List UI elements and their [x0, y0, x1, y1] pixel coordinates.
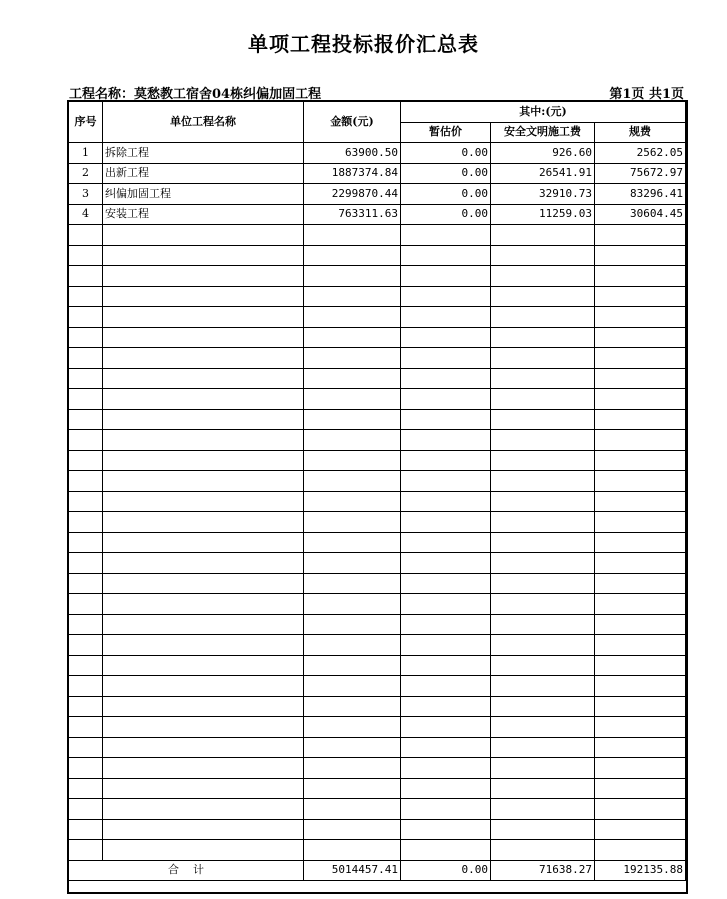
- cell-fees: [595, 635, 686, 656]
- table-row: [69, 512, 686, 533]
- cell-name: 纠偏加固工程: [103, 184, 304, 205]
- cell-fees: [595, 471, 686, 492]
- total-amount: 5014457.41: [304, 860, 401, 881]
- cell-seq: [69, 450, 103, 471]
- table-row: [69, 778, 686, 799]
- cell-safety: [491, 450, 595, 471]
- table-row: [69, 163, 686, 184]
- cell-seq: [69, 327, 103, 348]
- cell-name: 拆除工程: [103, 143, 304, 164]
- cell-amount: [304, 430, 401, 451]
- cell-fees: [595, 266, 686, 287]
- table-row: [69, 430, 686, 451]
- cell-safety: 32910.73: [491, 184, 595, 205]
- cell-provisional: [401, 676, 491, 697]
- cell-fees: [595, 778, 686, 799]
- cell-safety: [491, 389, 595, 410]
- cell-name: [103, 758, 304, 779]
- cell-fees: [595, 307, 686, 328]
- cell-provisional: [401, 348, 491, 369]
- cell-fees: [595, 532, 686, 553]
- cell-name: [103, 245, 304, 266]
- cell-name: [103, 573, 304, 594]
- cell-provisional: [401, 819, 491, 840]
- cell-name: [103, 307, 304, 328]
- cell-amount: [304, 307, 401, 328]
- cell-provisional: [401, 614, 491, 635]
- table-row: [69, 307, 686, 328]
- cell-seq: [69, 266, 103, 287]
- cell-safety: [491, 594, 595, 615]
- cell-amount: [304, 573, 401, 594]
- header-fees: 规费: [595, 122, 686, 143]
- cell-amount: 2299870.44: [304, 184, 401, 205]
- cell-amount: [304, 717, 401, 738]
- cell-safety: [491, 635, 595, 656]
- cell-safety: [491, 758, 595, 779]
- cell-fees: [595, 655, 686, 676]
- cell-safety: [491, 799, 595, 820]
- cell-provisional: [401, 266, 491, 287]
- cell-name: [103, 840, 304, 861]
- cell-seq: [69, 286, 103, 307]
- cell-provisional: [401, 594, 491, 615]
- cell-name: [103, 389, 304, 410]
- cell-name: [103, 778, 304, 799]
- table-row: [69, 553, 686, 574]
- table-row: [69, 389, 686, 410]
- cell-fees: [595, 348, 686, 369]
- cell-fees: 75672.97: [595, 163, 686, 184]
- cell-amount: [304, 471, 401, 492]
- cell-amount: [304, 512, 401, 533]
- page-info: 第1页 共1页: [609, 87, 684, 102]
- cell-amount: [304, 655, 401, 676]
- cell-safety: [491, 532, 595, 553]
- cell-seq: [69, 430, 103, 451]
- cell-seq: 2: [69, 163, 103, 184]
- cell-provisional: [401, 389, 491, 410]
- cell-provisional: [401, 799, 491, 820]
- table-row: [69, 840, 686, 861]
- cell-provisional: 0.00: [401, 143, 491, 164]
- header-of-which: 其中:(元): [401, 102, 686, 123]
- header-safety: 安全文明施工费: [491, 122, 595, 143]
- cell-fees: [595, 430, 686, 451]
- cell-provisional: [401, 327, 491, 348]
- cell-seq: [69, 573, 103, 594]
- table-row: [69, 614, 686, 635]
- cell-fees: 30604.45: [595, 204, 686, 225]
- cell-safety: 926.60: [491, 143, 595, 164]
- cell-seq: [69, 389, 103, 410]
- cell-safety: [491, 655, 595, 676]
- cell-seq: [69, 614, 103, 635]
- total-row: [69, 860, 686, 881]
- cell-amount: 63900.50: [304, 143, 401, 164]
- header-seq: 序号: [69, 102, 103, 143]
- cell-provisional: 0.00: [401, 184, 491, 205]
- cell-name: 出新工程: [103, 163, 304, 184]
- cell-name: [103, 635, 304, 656]
- table-row: [69, 327, 686, 348]
- header-provisional: 暂估价: [401, 122, 491, 143]
- cell-safety: [491, 717, 595, 738]
- table-row: [69, 286, 686, 307]
- cell-amount: [304, 266, 401, 287]
- cell-name: [103, 799, 304, 820]
- summary-table: [68, 101, 686, 881]
- table-row: [69, 491, 686, 512]
- cell-amount: [304, 491, 401, 512]
- cell-seq: [69, 491, 103, 512]
- cell-name: [103, 286, 304, 307]
- cell-provisional: [401, 512, 491, 533]
- cell-provisional: [401, 778, 491, 799]
- table-row: [69, 143, 686, 164]
- cell-seq: [69, 758, 103, 779]
- cell-name: [103, 594, 304, 615]
- cell-fees: [595, 225, 686, 246]
- cell-safety: [491, 819, 595, 840]
- cell-fees: [595, 368, 686, 389]
- cell-fees: [595, 553, 686, 574]
- cell-amount: [304, 635, 401, 656]
- cell-amount: [304, 286, 401, 307]
- table-row: [69, 635, 686, 656]
- cell-fees: 83296.41: [595, 184, 686, 205]
- cell-name: [103, 430, 304, 451]
- cell-fees: [595, 389, 686, 410]
- cell-seq: [69, 245, 103, 266]
- cell-safety: [491, 471, 595, 492]
- cell-safety: [491, 778, 595, 799]
- cell-seq: [69, 635, 103, 656]
- cell-amount: [304, 532, 401, 553]
- cell-amount: [304, 676, 401, 697]
- total-safety: 71638.27: [491, 860, 595, 881]
- cell-name: [103, 471, 304, 492]
- project-name: 工程名称：莫愁教工宿舍04栋纠偏加固工程: [69, 87, 322, 102]
- cell-safety: [491, 573, 595, 594]
- cell-fees: [595, 819, 686, 840]
- cell-amount: [304, 758, 401, 779]
- cell-provisional: [401, 635, 491, 656]
- cell-safety: [491, 307, 595, 328]
- cell-safety: 11259.03: [491, 204, 595, 225]
- cell-amount: [304, 409, 401, 430]
- cell-name: [103, 368, 304, 389]
- cell-safety: [491, 266, 595, 287]
- cell-provisional: [401, 245, 491, 266]
- cell-seq: 3: [69, 184, 103, 205]
- cell-provisional: [401, 840, 491, 861]
- cell-provisional: [401, 758, 491, 779]
- cell-amount: [304, 553, 401, 574]
- cell-fees: [595, 676, 686, 697]
- cell-amount: [304, 778, 401, 799]
- cell-safety: [491, 840, 595, 861]
- cell-seq: [69, 676, 103, 697]
- cell-safety: [491, 348, 595, 369]
- table-row: [69, 225, 686, 246]
- table-row: [69, 717, 686, 738]
- cell-fees: [595, 717, 686, 738]
- table-row: [69, 450, 686, 471]
- header-name: 单位工程名称: [103, 102, 304, 143]
- total-label: 合 计: [69, 860, 304, 881]
- table-row: [69, 204, 686, 225]
- cell-name: [103, 450, 304, 471]
- cell-seq: [69, 553, 103, 574]
- cell-safety: [491, 409, 595, 430]
- cell-name: [103, 491, 304, 512]
- cell-name: [103, 655, 304, 676]
- cell-amount: 763311.63: [304, 204, 401, 225]
- cell-seq: [69, 348, 103, 369]
- cell-provisional: [401, 737, 491, 758]
- cell-provisional: [401, 471, 491, 492]
- cell-seq: [69, 840, 103, 861]
- cell-amount: [304, 819, 401, 840]
- table-row: [69, 737, 686, 758]
- table-row: [69, 819, 686, 840]
- cell-amount: [304, 840, 401, 861]
- cell-provisional: [401, 491, 491, 512]
- cell-seq: [69, 471, 103, 492]
- cell-provisional: [401, 717, 491, 738]
- cell-fees: 2562.05: [595, 143, 686, 164]
- table-row: [69, 368, 686, 389]
- total-provisional: 0.00: [401, 860, 491, 881]
- cell-seq: [69, 799, 103, 820]
- cell-name: [103, 737, 304, 758]
- cell-name: [103, 348, 304, 369]
- cell-amount: [304, 389, 401, 410]
- cell-seq: [69, 655, 103, 676]
- cell-name: [103, 512, 304, 533]
- header-amount: 金额(元): [304, 102, 401, 143]
- cell-safety: [491, 491, 595, 512]
- table-row: [69, 471, 686, 492]
- cell-safety: [491, 737, 595, 758]
- cell-seq: [69, 778, 103, 799]
- cell-name: [103, 266, 304, 287]
- cell-provisional: [401, 450, 491, 471]
- cell-safety: [491, 327, 595, 348]
- cell-provisional: [401, 655, 491, 676]
- cell-provisional: [401, 696, 491, 717]
- cell-fees: [595, 696, 686, 717]
- cell-seq: [69, 512, 103, 533]
- cell-fees: [595, 594, 686, 615]
- cell-safety: [491, 225, 595, 246]
- cell-seq: 4: [69, 204, 103, 225]
- cell-fees: [595, 737, 686, 758]
- cell-provisional: [401, 553, 491, 574]
- total-fees: 192135.88: [595, 860, 686, 881]
- cell-fees: [595, 512, 686, 533]
- cell-amount: [304, 368, 401, 389]
- cell-safety: [491, 614, 595, 635]
- cell-fees: [595, 614, 686, 635]
- cell-fees: [595, 450, 686, 471]
- cell-amount: [304, 450, 401, 471]
- cell-amount: [304, 225, 401, 246]
- cell-seq: [69, 717, 103, 738]
- cell-safety: 26541.91: [491, 163, 595, 184]
- cell-fees: [595, 758, 686, 779]
- cell-seq: [69, 409, 103, 430]
- cell-amount: [304, 348, 401, 369]
- cell-safety: [491, 512, 595, 533]
- table-body: [69, 143, 686, 861]
- table-row: [69, 655, 686, 676]
- table-row: [69, 676, 686, 697]
- cell-provisional: [401, 307, 491, 328]
- cell-fees: [595, 840, 686, 861]
- table-row: [69, 348, 686, 369]
- cell-name: [103, 614, 304, 635]
- cell-name: [103, 327, 304, 348]
- cell-fees: [595, 327, 686, 348]
- cell-safety: [491, 430, 595, 451]
- table-row: [69, 696, 686, 717]
- cell-amount: [304, 594, 401, 615]
- cell-amount: [304, 327, 401, 348]
- cell-name: [103, 553, 304, 574]
- cell-name: [103, 409, 304, 430]
- table-row: [69, 799, 686, 820]
- table-row: [69, 758, 686, 779]
- cell-name: [103, 225, 304, 246]
- cell-provisional: [401, 286, 491, 307]
- cell-fees: [595, 573, 686, 594]
- cell-fees: [595, 409, 686, 430]
- cell-amount: [304, 799, 401, 820]
- cell-seq: [69, 532, 103, 553]
- cell-safety: [491, 245, 595, 266]
- cell-safety: [491, 553, 595, 574]
- cell-seq: 1: [69, 143, 103, 164]
- cell-seq: [69, 819, 103, 840]
- cell-name: [103, 819, 304, 840]
- cell-fees: [595, 799, 686, 820]
- cell-safety: [491, 368, 595, 389]
- cell-name: [103, 676, 304, 697]
- cell-provisional: [401, 430, 491, 451]
- cell-provisional: [401, 409, 491, 430]
- cell-fees: [595, 491, 686, 512]
- cell-name: [103, 696, 304, 717]
- cell-seq: [69, 368, 103, 389]
- cell-fees: [595, 245, 686, 266]
- table-row: [69, 184, 686, 205]
- cell-amount: [304, 696, 401, 717]
- cell-amount: [304, 245, 401, 266]
- cell-name: [103, 717, 304, 738]
- cell-amount: [304, 737, 401, 758]
- cell-seq: [69, 696, 103, 717]
- table-row: [69, 266, 686, 287]
- cell-amount: 1887374.84: [304, 163, 401, 184]
- cell-provisional: [401, 368, 491, 389]
- cell-provisional: [401, 532, 491, 553]
- cell-seq: [69, 307, 103, 328]
- cell-fees: [595, 286, 686, 307]
- cell-safety: [491, 286, 595, 307]
- cell-provisional: 0.00: [401, 163, 491, 184]
- cell-seq: [69, 737, 103, 758]
- cell-name: [103, 532, 304, 553]
- table-row: [69, 409, 686, 430]
- cell-seq: [69, 594, 103, 615]
- table-row: [69, 573, 686, 594]
- cell-amount: [304, 614, 401, 635]
- cell-provisional: 0.00: [401, 204, 491, 225]
- cell-name: 安装工程: [103, 204, 304, 225]
- cell-safety: [491, 696, 595, 717]
- table-row: [69, 532, 686, 553]
- table-row: [69, 594, 686, 615]
- cell-seq: [69, 225, 103, 246]
- cell-safety: [491, 676, 595, 697]
- table-row: [69, 245, 686, 266]
- cell-provisional: [401, 225, 491, 246]
- cell-provisional: [401, 573, 491, 594]
- page-title: 单项工程投标报价汇总表: [248, 32, 479, 56]
